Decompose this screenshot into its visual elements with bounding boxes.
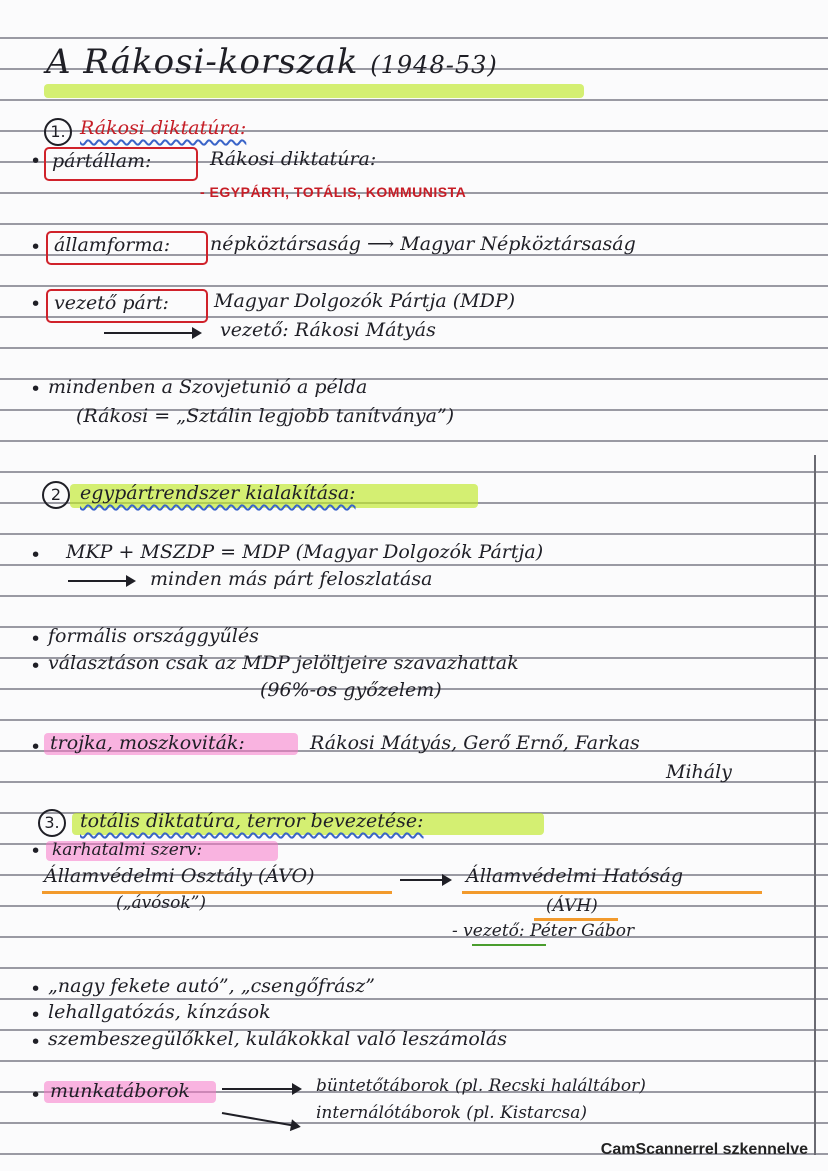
partallam-label: pártállam: <box>52 150 152 172</box>
bullet: • <box>30 1031 42 1053</box>
avh-underline <box>462 891 762 894</box>
title-highlight <box>44 84 584 98</box>
allamforma-label: államforma: <box>54 234 171 256</box>
arrow <box>222 1088 300 1090</box>
trojka-label: trojka, moszkoviták: <box>50 732 245 754</box>
scanner-watermark: CamScannerrel szkennelve <box>600 1141 808 1158</box>
section-1-heading: Rákosi diktatúra: <box>80 117 247 139</box>
bullet: • <box>30 544 42 566</box>
bullet: • <box>30 628 42 650</box>
s3-item-3: szembeszegülőkkel, kulákokkal való leszámolás <box>48 1028 507 1050</box>
section-1-number: 1. <box>44 118 72 146</box>
munka-2: internálótáborok (pl. Kistarcsa) <box>316 1103 588 1123</box>
vezeto-part-label: vezető párt: <box>54 292 169 314</box>
bullet: • <box>30 736 42 758</box>
bullet: • <box>30 293 42 315</box>
s3-item-2: lehallgatózás, kínzások <box>48 1001 271 1023</box>
vezeto-text-3: - vezető: Péter Gábor <box>452 921 635 941</box>
title-years: (1948-53) <box>370 51 498 79</box>
bullet: • <box>30 655 42 677</box>
bullet: • <box>30 236 42 258</box>
hatalmi-label: karhatalmi szerv: <box>52 840 203 860</box>
avosok-text: („ávósok”) <box>116 893 206 913</box>
munka-1: büntetőtáborok (pl. Recski haláltábor) <box>316 1076 646 1096</box>
bullet: • <box>30 378 42 400</box>
munka-label: munkatáborok <box>50 1080 190 1102</box>
s2-line-4: választáson csak az MDP jelöltjeire szavazhattak <box>48 652 519 674</box>
bullet: • <box>30 150 42 172</box>
allamforma-text: népköztársaság ⟶ Magyar Népköztársaság <box>210 233 636 255</box>
szovjet-line-1: mindenben a Szovjetunió a példa <box>48 376 368 398</box>
vezeto-text: vezető: Rákosi Mátyás <box>220 319 436 341</box>
section-3-number: 3. <box>38 809 66 837</box>
vezeto-underline <box>472 944 546 946</box>
s2-line-1: MKP + MSZDP = MDP (Magyar Dolgozók Pártja) <box>66 541 544 563</box>
section-2-heading: egypártrendszer kialakítása: <box>80 482 356 504</box>
s2-line-5: (96%-os győzelem) <box>260 679 442 701</box>
margin-line <box>814 455 816 1155</box>
vezeto-part-text: Magyar Dolgozók Pártja (MDP) <box>214 290 516 312</box>
arrow <box>104 332 200 334</box>
avo-text: Államvédelmi Osztály (ÁVO) <box>44 865 315 887</box>
s2-line-2: minden más párt feloszlatása <box>150 568 433 590</box>
trojka-text: Rákosi Mátyás, Gerő Ernő, Farkas <box>310 732 640 754</box>
page-title <box>46 42 498 82</box>
title-main: A Rákosi-korszak <box>46 42 359 82</box>
arrow <box>222 1112 299 1128</box>
arrow <box>400 879 450 881</box>
bullet: • <box>30 978 42 1000</box>
bullet: • <box>30 1084 42 1106</box>
avo-underline <box>42 891 392 894</box>
bullet: • <box>30 1004 42 1026</box>
s2-line-3: formális országgyűlés <box>48 625 259 647</box>
partallam-sub: - EGYPÁRTI, TOTÁLIS, KOMMUNISTA <box>200 184 467 200</box>
section-3-heading: totális diktatúra, terror bevezetése: <box>80 810 424 832</box>
section-2-number: 2 <box>42 481 70 509</box>
avh-abbr: (ÁVH) <box>546 896 598 916</box>
trojka-text-2: Mihály <box>666 761 732 783</box>
arrow <box>68 580 134 582</box>
partallam-text: Rákosi diktatúra: <box>210 148 377 170</box>
avh-text: Államvédelmi Hatóság <box>466 865 684 887</box>
bullet: • <box>30 840 42 862</box>
szovjet-line-2: (Rákosi = „Sztálin legjobb tanítványa”) <box>76 405 455 427</box>
s3-item-1: „nagy fekete autó”, „csengőfrász” <box>48 975 375 997</box>
